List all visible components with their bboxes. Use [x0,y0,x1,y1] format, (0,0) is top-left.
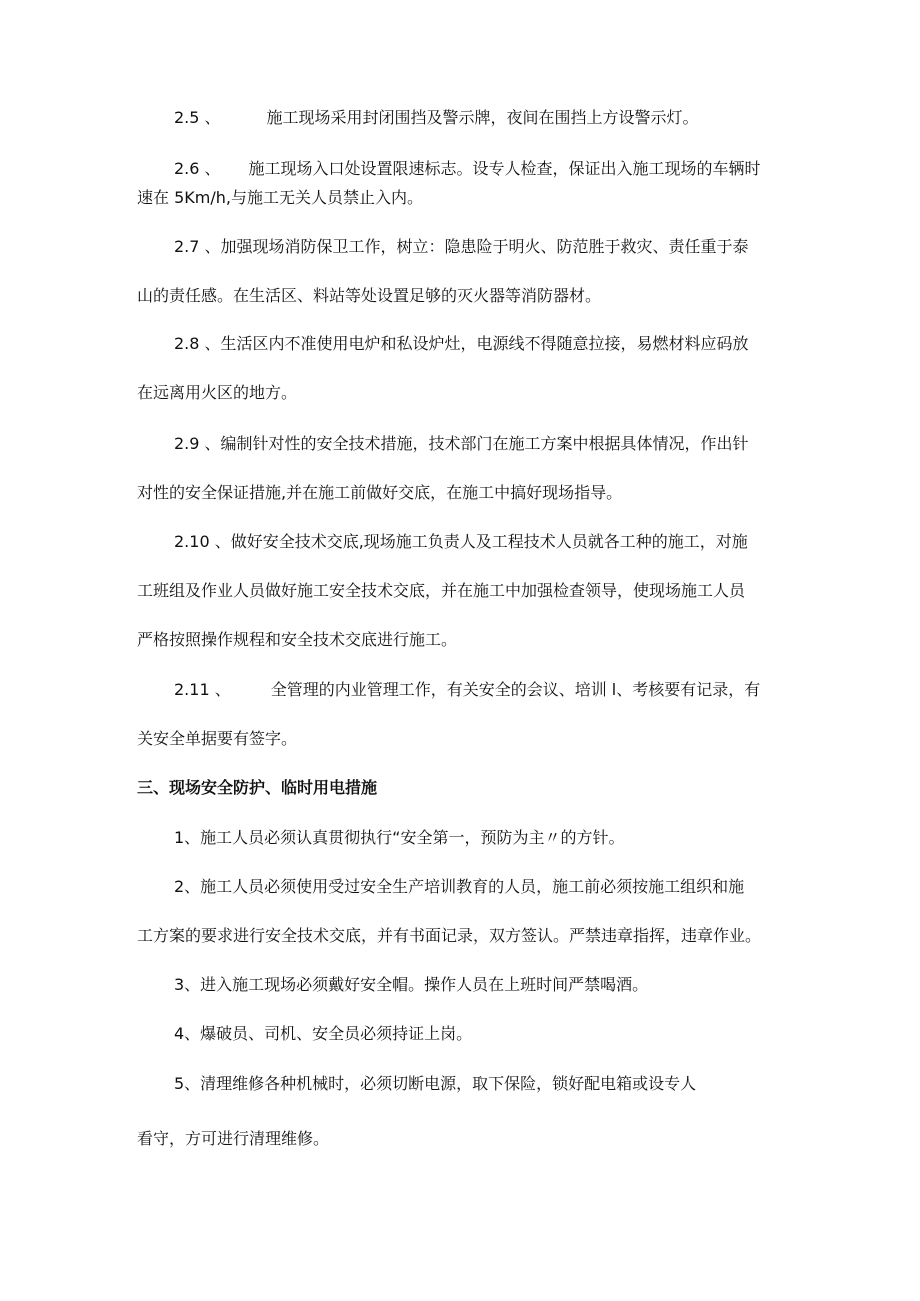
section3-item-5-line2: 看守，方可进行清理维修。 [137,1129,330,1148]
paragraph-2-7-line2: 山的责任感。在生活区、料站等处设置足够的灭火器等消防器材。 [137,286,602,305]
item-number: 2.5 、 [174,108,221,127]
item-number: 2.6 、 [174,159,221,178]
paragraph-2-5 [174,106,794,130]
paragraph-2-8-line1: 2.8 、生活区内不准使用电炉和私设炉灶，电源线不得随意拉接，易燃材料应码放 [174,334,749,353]
paragraph-2-6-line1 [174,157,794,181]
paragraph-text: 全管理的内业管理工作，有关安全的会议、培训 l、考核要有记录，有 [270,680,761,699]
section3-item-2-line2: 工方案的要求进行安全技术交底，并有书面记录，双方签认。严禁违章指挥，违章作业。 [137,926,762,945]
section-heading: 三、现场安全防护、临时用电措施 [137,778,378,797]
section3-item-4: 4、爆破员、司机、安全员必须持证上岗。 [174,1024,473,1043]
paragraph-text: 施工现场入口处设置限速标志。设专人检查，保证出入施工现场的车辆时 [248,159,761,178]
section3-item-2-line1: 2、施工人员必须使用受过安全生产培训教育的人员，施工前必须按施工组织和施 [174,877,745,896]
section3-item-1: 1、施工人员必须认真贯彻执行“安全第一，预防为主〃的方针。 [174,828,625,847]
paragraph-2-11-line1 [174,678,794,702]
paragraph-2-10-line3: 严格按照操作规程和安全技术交底进行施工。 [137,630,458,649]
paragraph-2-10-line2: 工班组及作业人员做好施工安全技术交底，并在施工中加强检查领导，使现场施工人员 [137,581,746,600]
paragraph-2-9-line2: 对性的安全保证措施,并在施工前做好交底，在施工中搞好现场指导。 [137,483,623,502]
item-number: 2.11 、 [174,680,231,699]
paragraph-2-10-line1: 2.10 、做好安全技术交底,现场施工负责人及工程技术人员就各工种的施工，对施 [174,532,748,551]
paragraph-2-11-line2: 关安全单据要有签字。 [137,729,298,748]
paragraph-2-7-line1: 2.7 、加强现场消防保卫工作，树立：隐患险于明火、防范胜于救灾、责任重于泰 [174,237,749,256]
paragraph-2-8-line2: 在远离用火区的地方。 [137,383,298,402]
paragraph-text: 施工现场采用封闭围挡及警示牌，夜间在围挡上方设警示灯。 [266,108,699,127]
section3-item-5-line1: 5、清理维修各种机械时，必须切断电源，取下保险，锁好配电箱或设专人 [174,1074,697,1093]
paragraph-2-6-line2: 速在 5Km/h,与施工无关人员禁止入内。 [137,188,423,207]
section3-item-3: 3、进入施工现场必须戴好安全帽。操作人员在上班时间严禁喝酒。 [174,975,649,994]
paragraph-2-9-line1: 2.9 、编制针对性的安全技术措施，技术部门在施工方案中根据具体情况，作出针 [174,434,749,453]
